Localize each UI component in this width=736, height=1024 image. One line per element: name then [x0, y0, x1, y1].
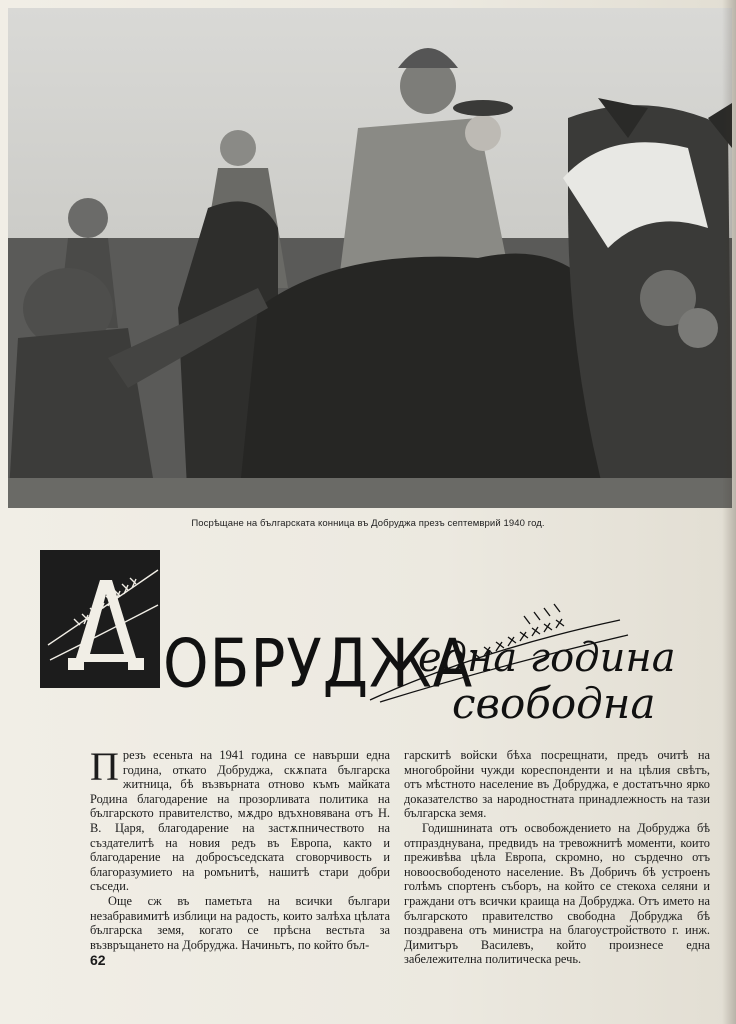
article-subtitle-line2: свободна — [452, 679, 656, 728]
paragraph: гарскитѣ войски бѣха посрещнати, предъ очитѣ на многобройни чужди кореспонденти и на цѣлия свѣтъ, отъ мѣстното население въ Добруджа, е достатъчно ярко доказателство за народностната принадлежность на тази българска земя. — [404, 748, 710, 821]
page-number: 62 — [90, 952, 106, 968]
article-column-right — [404, 748, 710, 967]
article-column-left — [90, 744, 390, 952]
paragraph-text: резъ есеньта на 1941 година се навърши една година, откато Добруджа, скѫпата българска житница, бѣ възвърната отново къмъ майката Родина благодарение на прозорливата политика на българското правителство, мѫдро вдъхновявана отъ Н. В. Царя, благодарение на застѫпничеството на създателитѣ на новия редъ въ Европа, както и благодарение на добросъседската сговорчивость и благоразумието на ромънитѣ, нашитѣ стари добри съседи. — [90, 748, 390, 894]
cavalry-photograph — [8, 8, 732, 508]
page-edge-shadow — [722, 0, 736, 1024]
paragraph — [90, 744, 390, 894]
article-title: ОБРУДЖА — [163, 624, 474, 703]
decorative-initial — [40, 550, 160, 688]
paragraph: Годишнината отъ освобождението на Добруджа бѣ отпразднувана, предвидъ на тревожнитѣ моменти, които преживѣва цѣла Европа, скромно, но сърдечно отъ новоосвободеното население. Въ Добричъ бѣ устроенъ голѣмъ спортенъ съборъ, на който се стекоха селяни и граждани отъ всички краища на Добруджа. Отъ името на българското правителство свободна Добруджа бѣ поздравена отъ министра на благоустройството г. инж. Димитъръ Василевъ, който произнесе една забележителна политическа речь. — [404, 820, 710, 967]
paragraph: Още сж въ паметьта на всички българи незабравимитѣ изблици на радость, които залѣха цѣлата българска земя, когато се прѣсна вестьта за възвръщането на Добруджа. Начиньтъ, по който бъл- — [90, 893, 390, 952]
photo-caption: Посрѣщане на българската конница въ Добруджа презъ септемврий 1940 год. — [191, 518, 545, 529]
article-subtitle-line1: една година — [418, 635, 676, 681]
drop-cap: П — [90, 744, 119, 789]
